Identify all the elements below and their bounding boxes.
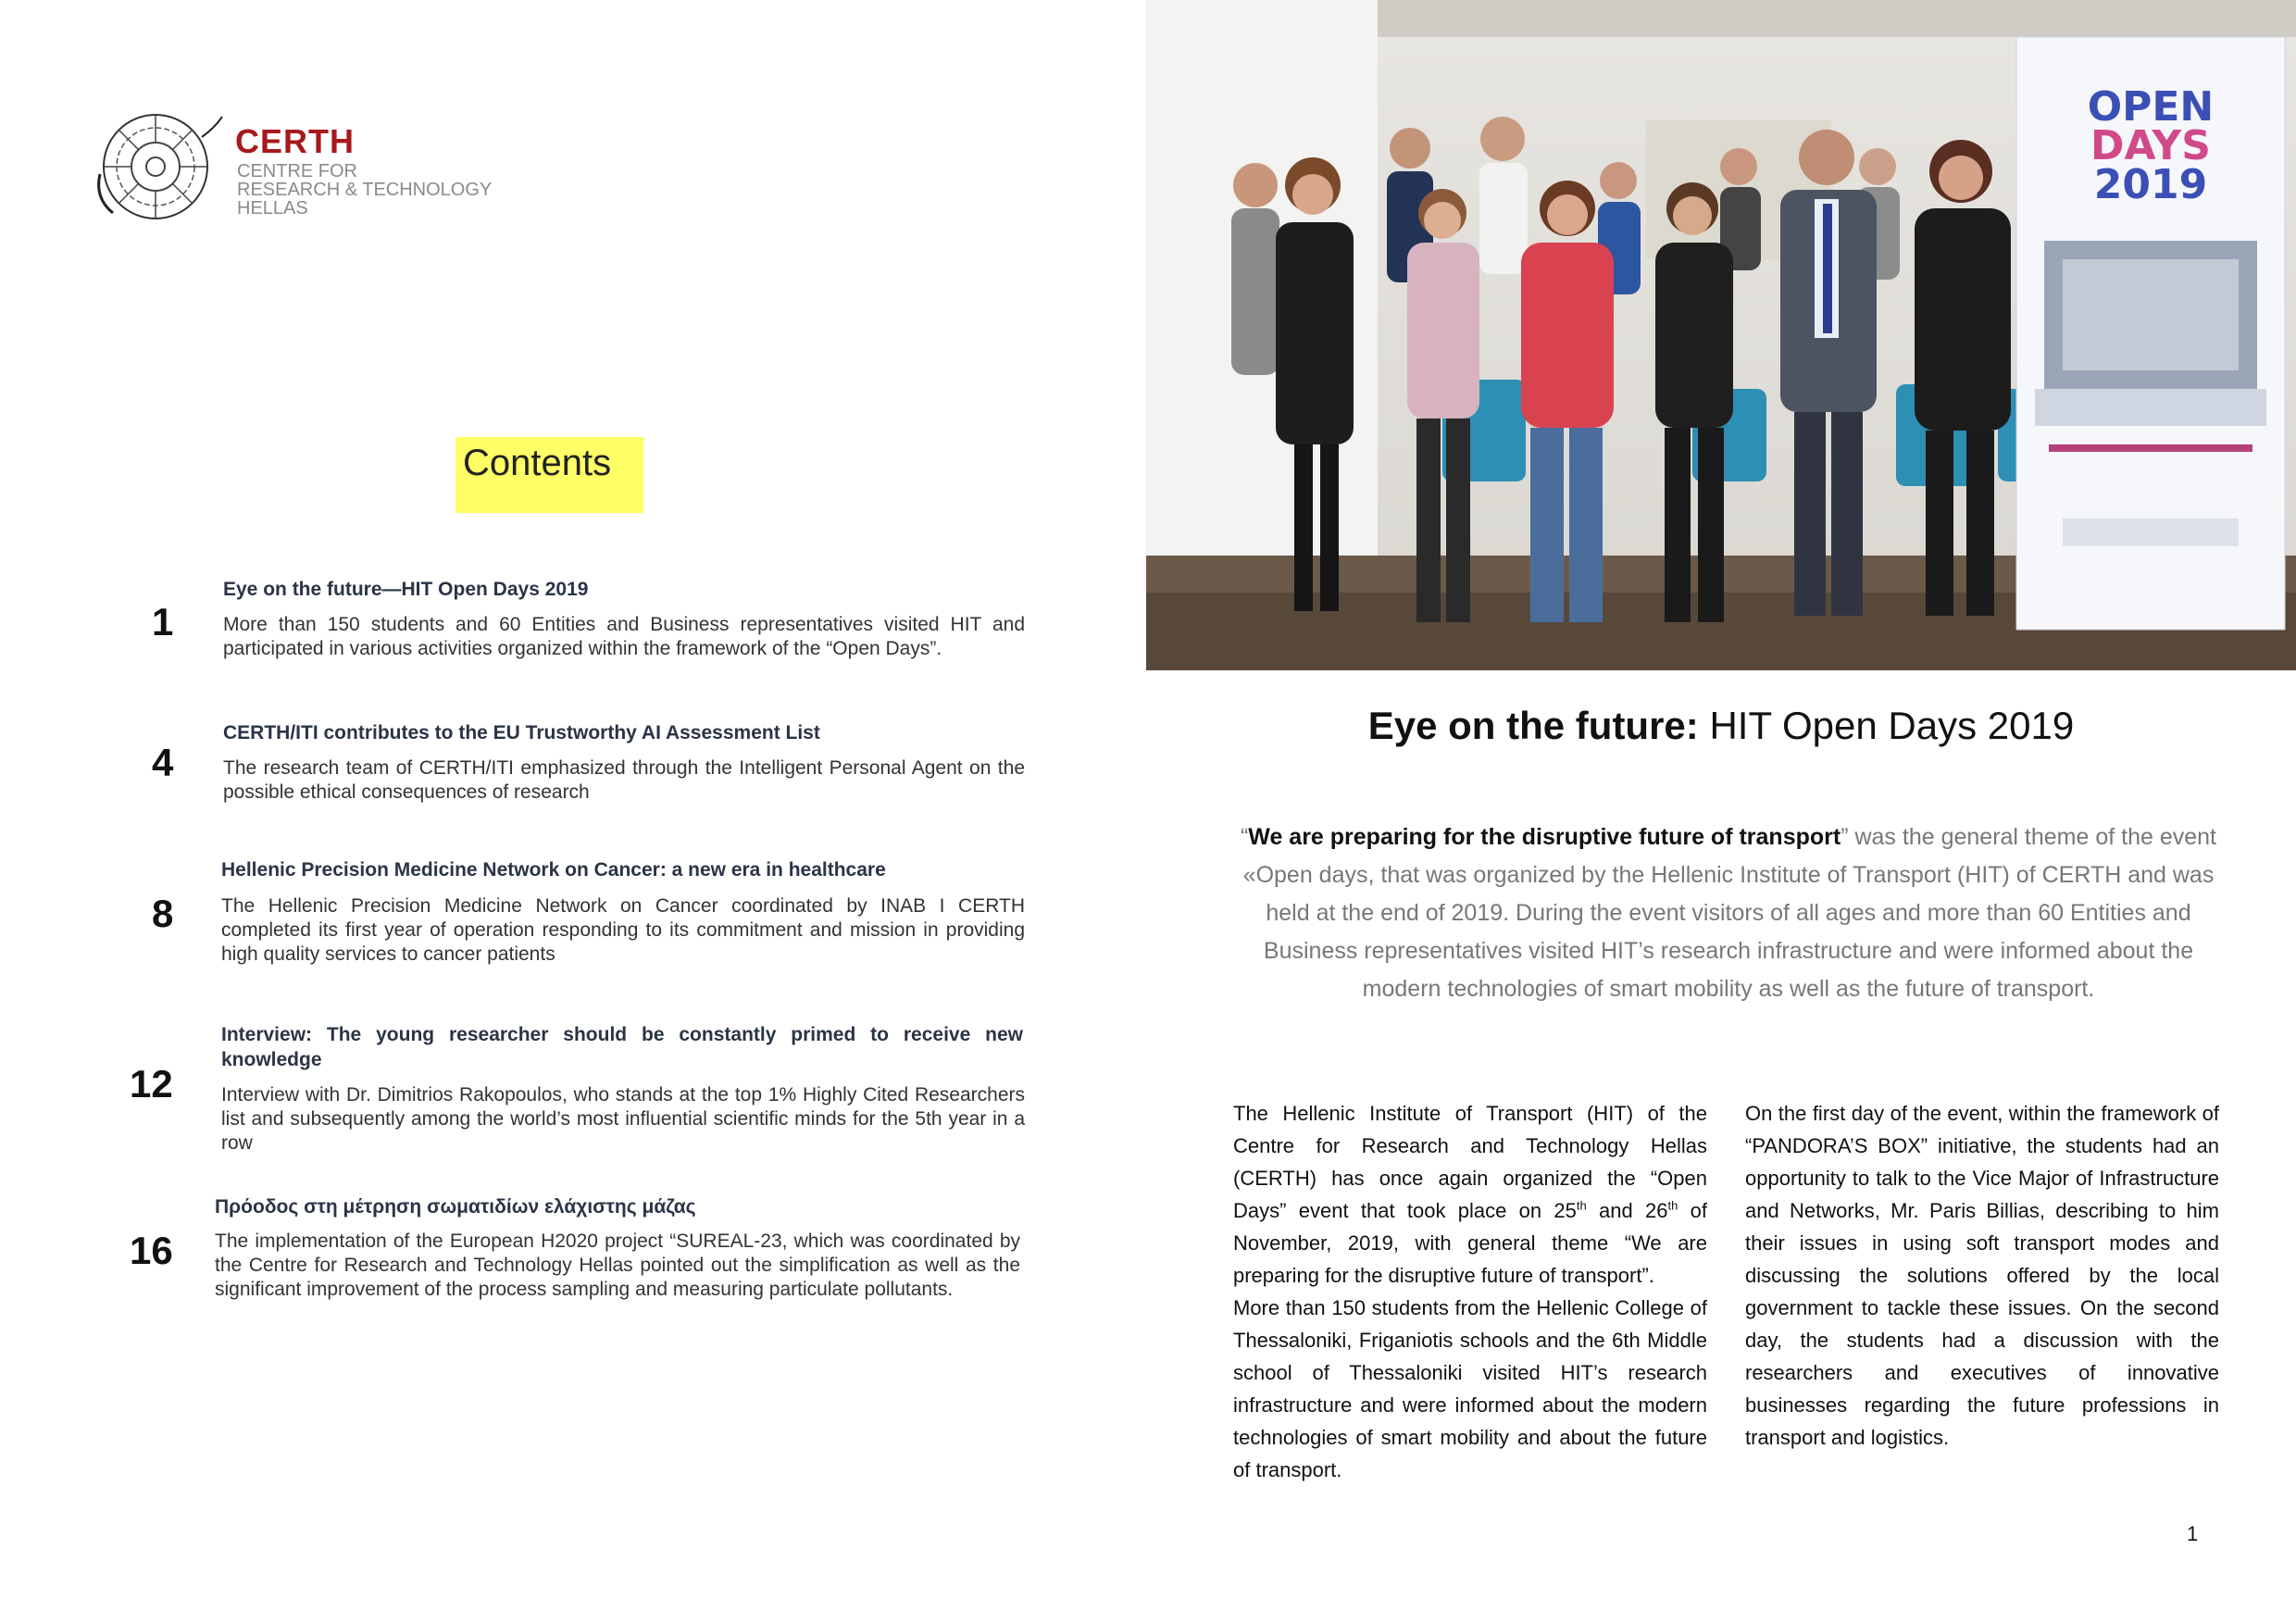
logo-line-1: CENTRE FOR	[237, 161, 357, 181]
toc-entry-description: Interview with Dr. Dimitrios Rakopoulos, who stands at the top 1% Highly Cited Researchers list and subsequently among the world’s most influential scientific minds for the 5th year in a row	[221, 1084, 1025, 1154]
lead-text: was the general theme of the event «Open days, that was organized by the Hellenic Institute of Transport (HIT) of CERTH and was held at the end of 2019. During the event visitors of all ages and more than 60 Entities and Business representatives visited HIT’s research infrastructure and were informed about the modern technologies of smart mobility as well as the future of transport.	[1242, 824, 2217, 1002]
banner-line-1: OPEN	[2087, 83, 2215, 131]
article-column-left	[1233, 1097, 1707, 1486]
article-paragraph	[1233, 1097, 1707, 1292]
toc-page-number[interactable]: 4	[152, 741, 174, 784]
logo-name: CERTH	[235, 122, 355, 160]
banner-line-2: DAYS	[2090, 122, 2211, 169]
toc-entry-description: The implementation of the European H2020 project “SUREAL-23, which was coordinated by the Centre for Research and Technology Hellas pointed out the simplification as well as the significant improvement of the process sampling and measuring particulate pollutants.	[215, 1230, 1020, 1300]
lead-paragraph: “We are preparing for the disruptive future of transport” was the general theme of the event «Open days, that was organized by the Hellenic Institute of Transport (HIT) of CERTH and was held at the end of 2019. During the event visitors of all ages and more than 60 Entities and Business representatives visited HIT’s research infrastructure and were informed about the modern technologies of smart mobility as well as the future of transport.	[1240, 824, 2217, 1002]
group-photo	[1146, 0, 2296, 670]
logo-line-3: HELLAS	[237, 198, 308, 219]
certh-emblem-icon	[93, 109, 231, 230]
article-title	[1146, 704, 2296, 748]
certh-logo	[93, 109, 500, 230]
banner-line-3: 2019	[2093, 161, 2208, 208]
article-title-rest: HIT Open Days 2019	[1698, 704, 2075, 747]
paragraph-text: The Hellenic Institute of Transport (HIT) of the Centre for Research and Technology Hellas (CERTH) has once again organized the “Open Days” event that took place on 25	[1233, 1102, 1707, 1222]
toc-entry-title[interactable]: Hellenic Precision Medicine Network on Cancer: a new era in healthcare	[221, 859, 886, 881]
superscript: th	[1576, 1198, 1587, 1213]
toc-page-number[interactable]: 12	[130, 1062, 173, 1106]
article-paragraph: On the first day of the event, within the framework of “PANDORA’S BOX” initiative, the students had an opportunity to talk to the Vice Major of Infrastructure and Networks, Mr. Paris Billias, describing to him their issues in using soft transport modes and discussing the solutions offered by the local government to tackle these issues. On the second day, the students had a discussion with the researchers and executives of innovative businesses regarding the future professions in transport and logistics.	[1745, 1102, 2219, 1449]
lead-quote: We are preparing for the disruptive future of transport	[1248, 824, 1841, 850]
toc-entry-description: The research team of CERTH/ITI emphasized through the Intelligent Personal Agent on the possible ethical consequences of research	[223, 757, 1025, 803]
toc-entry-description: The Hellenic Precision Medicine Network on Cancer coordinated by INAB I CERTH completed its first year of operation responding to its commitment and mission in providing high quality services to cancer patients	[221, 895, 1025, 965]
toc-entry-title[interactable]: Πρόοδος στη μέτρηση σωματιδίων ελάχιστης μάζας	[215, 1196, 696, 1218]
logo-line-2: RESEARCH & TECHNOLOGY	[237, 180, 493, 200]
page-number: 1	[2187, 1522, 2199, 1545]
superscript: th	[1667, 1198, 1678, 1213]
toc-page-number[interactable]: 16	[130, 1229, 173, 1272]
toc-entry-title[interactable]: Eye on the future—HIT Open Days 2019	[223, 579, 589, 600]
toc-page-number[interactable]: 8	[152, 892, 174, 935]
article-paragraph: More than 150 students from the Hellenic College of Thessaloniki, Friganiotis schools and the 6th Middle school of Thessaloniki visited HIT’s research infrastructure and were informed about the modern technologies of smart mobility and about the future of transport.	[1233, 1296, 1707, 1481]
paragraph-text: of November, 2019, with general theme “We are preparing for the disruptive future of transport”.	[1233, 1199, 1707, 1287]
paragraph-text: and 26	[1586, 1199, 1668, 1222]
toc-page-number[interactable]: 1	[152, 600, 174, 643]
article-title-bold: Eye on the future:	[1367, 704, 1699, 747]
open-days-banner	[2016, 37, 2285, 630]
article-column-right	[1745, 1097, 2219, 1454]
toc-entry-title[interactable]: Interview: The young researcher should be constantly primed to receive new knowledge	[221, 1024, 1023, 1070]
toc-entry-title[interactable]: CERTH/ITI contributes to the EU Trustworthy AI Assessment List	[223, 722, 820, 743]
toc-entry-description: More than 150 students and 60 Entities and Business representatives visited HIT and participated in various activities organized within the framework of the “Open Days”.	[223, 614, 1025, 659]
contents-heading: Contents	[455, 437, 643, 513]
